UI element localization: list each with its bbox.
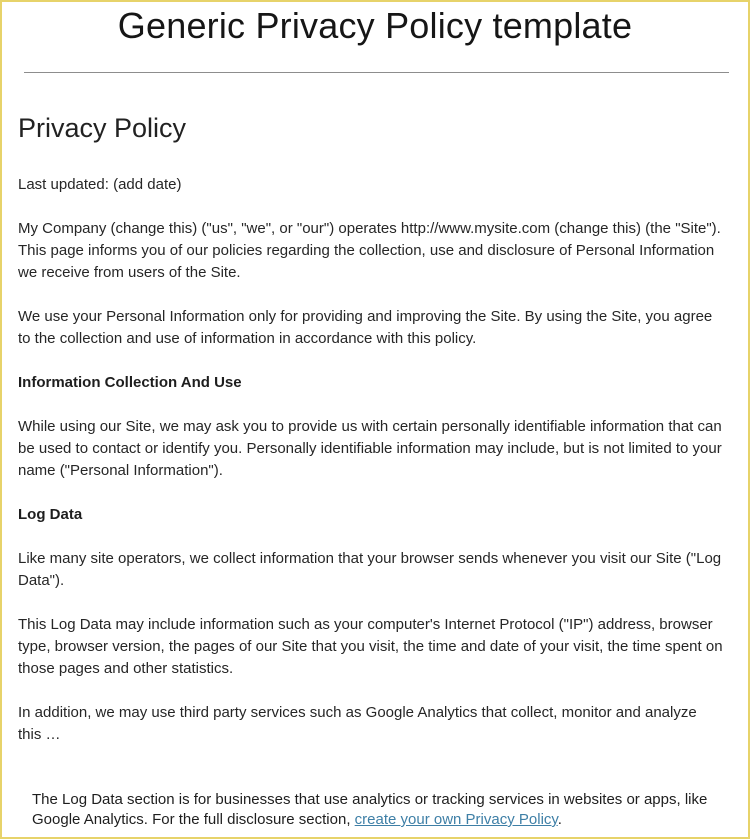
last-updated-text: Last updated: (add date) <box>18 176 182 193</box>
log-data-paragraph-3: In addition, we may use third party services such as Google Analytics that collect, monitor and analyze this … <box>18 704 697 743</box>
log-data-paragraph-1: Like many site operators, we collect information that your browser sends whenever you visit our Site ("Log Data"). <box>18 550 722 589</box>
section-heading-log-data: Log Data <box>18 506 83 523</box>
footer-note-trailing: . <box>557 811 562 828</box>
log-data-paragraph-2: This Log Data may include information such as your computer's Internet Protocol ("IP") address, browser type, browser version, the pages of our Site that you visit, the time and date of your visit, the time spent on those pages and other statistics. <box>18 616 723 677</box>
section-heading-information-collection: Information Collection And Use <box>18 374 242 391</box>
create-privacy-policy-link[interactable]: create your own Privacy Policy <box>354 811 558 828</box>
information-collection-paragraph: While using our Site, we may ask you to provide us with certain personally identifiable information that can be used to contact or identify you. Personally identifiable information may include, but is not limited to your name ("Personal Information"). <box>18 418 722 479</box>
intro-paragraph-1: My Company (change this) ("us", "we", or "our") operates http://www.mysite.com (change this) (the "Site"). This page informs you of our policies regarding the collection, use and disclosure of Personal Information we receive from users of the Site. <box>18 220 721 281</box>
policy-document <box>18 110 723 768</box>
banner-divider <box>24 72 729 73</box>
footer-note-text: The Log Data section is for businesses that use analytics or tracking services in websites or apps, like Google Analytics. For the full disclosure section, <box>32 791 708 828</box>
page-title: Privacy Policy <box>18 113 187 143</box>
footer-note <box>32 790 722 830</box>
banner-title: Generic Privacy Policy template <box>117 5 633 46</box>
intro-paragraph-2: We use your Personal Information only for providing and improving the Site. By using the Site, you agree to the collection and use of information in accordance with this policy. <box>18 308 713 347</box>
